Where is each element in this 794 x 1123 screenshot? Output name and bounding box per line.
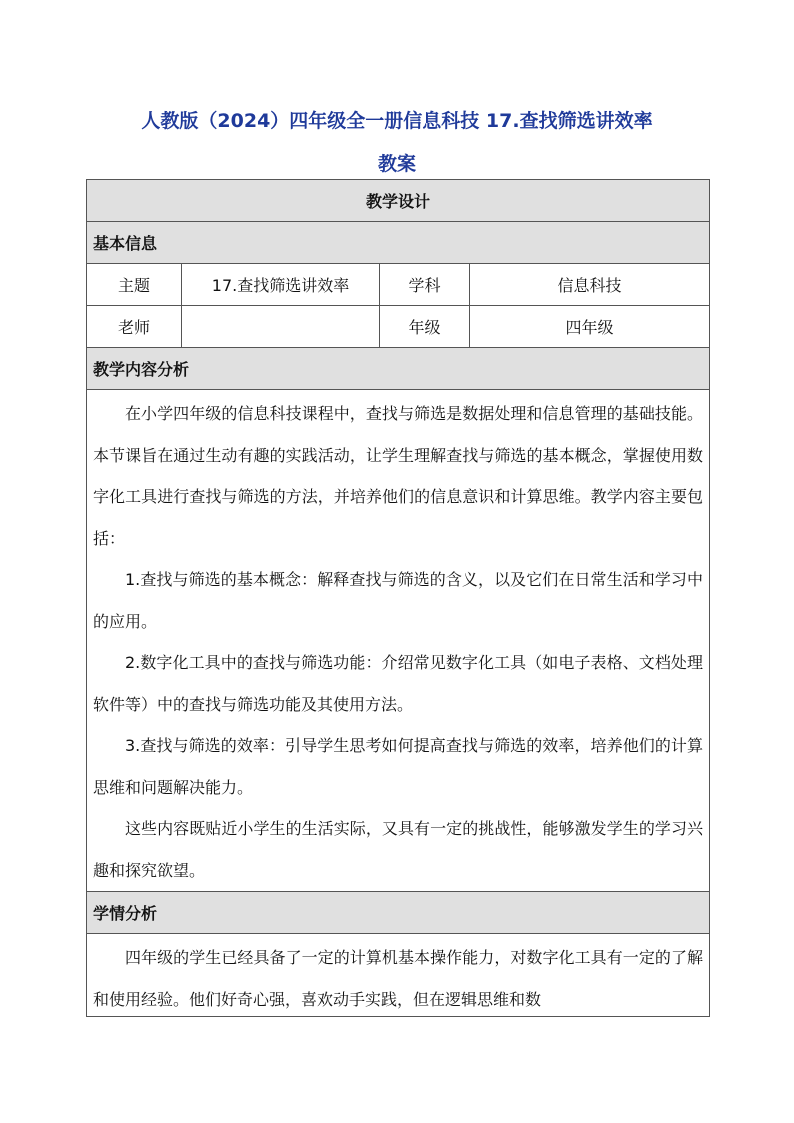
topic-value: 17.查找筛选讲效率 bbox=[182, 264, 380, 306]
subject-value: 信息科技 bbox=[470, 264, 710, 306]
lesson-plan-table bbox=[86, 179, 710, 1017]
content-analysis-body bbox=[87, 390, 710, 892]
teacher-value bbox=[182, 306, 380, 348]
content-analysis-body-row bbox=[87, 390, 710, 892]
table-header-row bbox=[87, 180, 710, 222]
content-paragraph: 3.查找与筛选的效率：引导学生思考如何提高查找与筛选的效率，培养他们的计算思维和问题解决能力。 bbox=[93, 736, 704, 797]
content-paragraph: 2.数字化工具中的查找与筛选功能：介绍常见数字化工具（如电子表格、文档处理软件等）中的查找与筛选功能及其使用方法。 bbox=[93, 653, 704, 714]
learner-analysis-body bbox=[87, 934, 710, 1017]
title-line-1: 人教版（2024）四年级全一册信息科技 17.查找筛选讲效率 bbox=[141, 110, 653, 132]
title-line-2: 教案 bbox=[377, 153, 416, 175]
content-paragraph: 这些内容既贴近小学生的生活实际，又具有一定的挑战性，能够激发学生的学习兴趣和探究欲望。 bbox=[93, 819, 704, 880]
topic-label: 主题 bbox=[87, 264, 182, 306]
table-header: 教学设计 bbox=[87, 180, 710, 222]
learner-analysis-row bbox=[87, 892, 710, 934]
basic-info-heading: 基本信息 bbox=[87, 222, 710, 264]
content-paragraph: 1.查找与筛选的基本概念：解释查找与筛选的含义，以及它们在日常生活和学习中的应用。 bbox=[93, 570, 704, 631]
info-row-topic bbox=[87, 264, 710, 306]
grade-label: 年级 bbox=[380, 306, 470, 348]
learner-paragraph: 四年级的学生已经具备了一定的计算机基本操作能力，对数字化工具有一定的了解和使用经验。他们好奇心强，喜欢动手实践，但在逻辑思维和数 bbox=[93, 948, 704, 1009]
basic-info-row bbox=[87, 222, 710, 264]
learner-analysis-body-row bbox=[87, 934, 710, 1017]
content-analysis-heading: 教学内容分析 bbox=[87, 348, 710, 390]
content-paragraph: 在小学四年级的信息科技课程中，查找与筛选是数据处理和信息管理的基础技能。本节课旨在通过生动有趣的实践活动，让学生理解查找与筛选的基本概念，掌握使用数字化工具进行查找与筛选的方法，并培养他们的信息意识和计算思维。教学内容主要包括： bbox=[93, 404, 704, 548]
info-row-teacher bbox=[87, 306, 710, 348]
grade-value: 四年级 bbox=[470, 306, 710, 348]
learner-analysis-heading: 学情分析 bbox=[87, 892, 710, 934]
content-analysis-row bbox=[87, 348, 710, 390]
subject-label: 学科 bbox=[380, 264, 470, 306]
document-title bbox=[86, 100, 708, 186]
teacher-label: 老师 bbox=[87, 306, 182, 348]
